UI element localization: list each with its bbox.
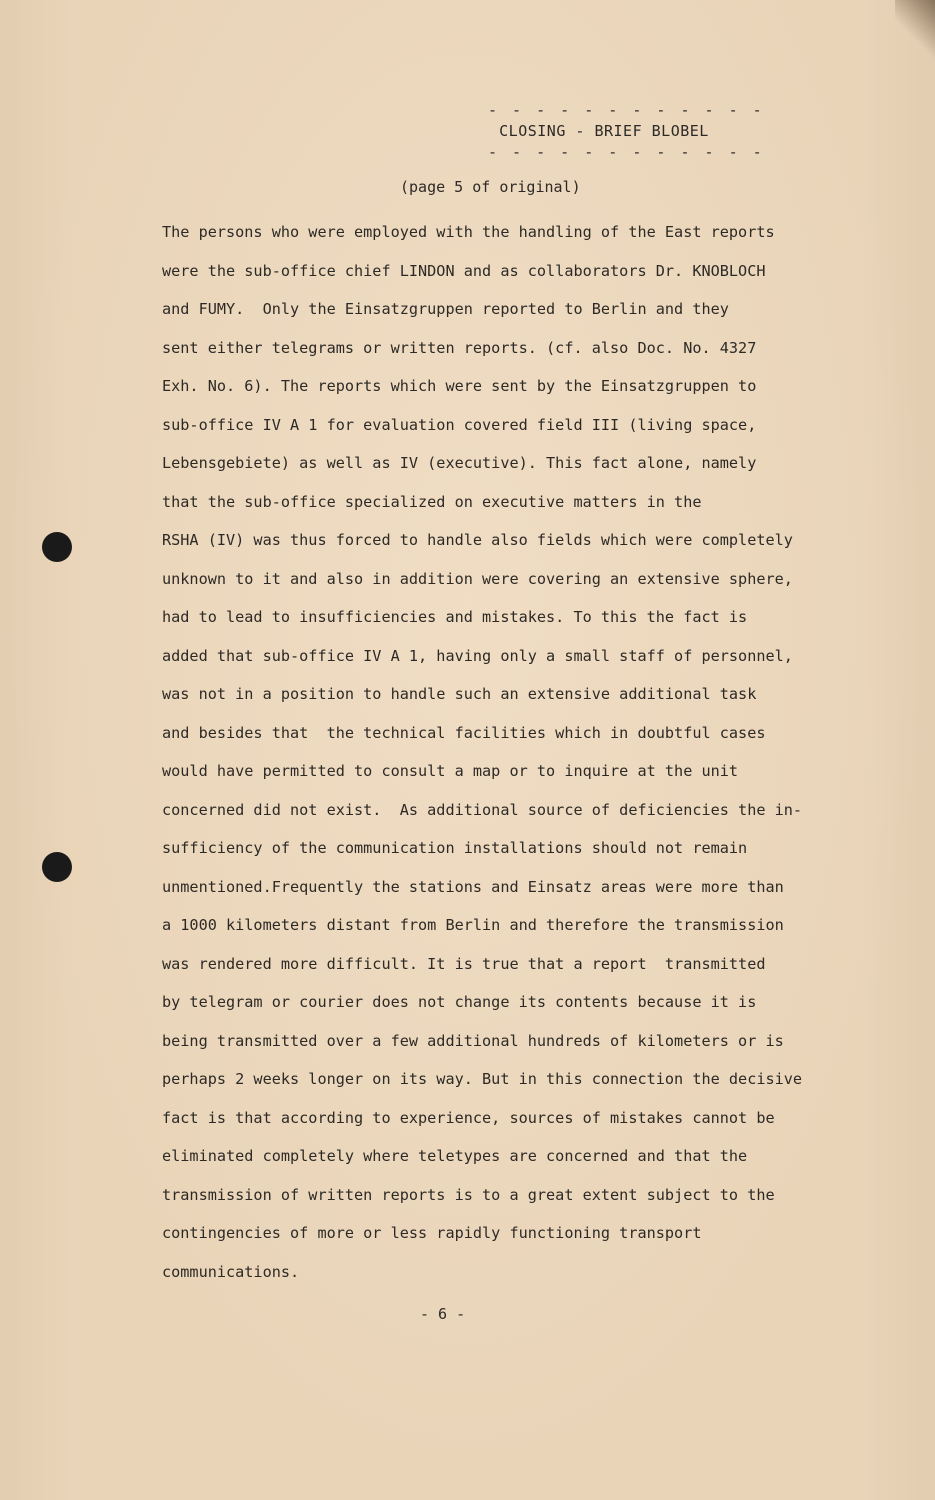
header-dashes-bottom: - - - - - - - - - - - - <box>488 143 765 161</box>
document-header <box>488 100 765 162</box>
body-line: sub-office IV A 1 for evaluation covered field III (living space, <box>162 415 757 434</box>
page-corner-shadow <box>895 0 935 60</box>
body-line: being transmitted over a few additional hundreds of kilometers or is <box>162 1031 784 1050</box>
body-line: perhaps 2 weeks longer on its way. But in this connection the decisive <box>162 1070 803 1088</box>
punch-hole-icon <box>42 852 72 882</box>
body-line: RSHA (IV) was thus forced to handle also fields which were completely <box>162 531 793 549</box>
body-text <box>162 213 842 1291</box>
body-line: and besides that the technical facilities which in doubtful cases <box>162 723 766 742</box>
page-reference: (page 5 of original) <box>400 178 581 196</box>
body-line: was not in a position to handle such an extensive additional task <box>162 685 757 703</box>
body-line: contingencies of more or less rapidly functioning transport <box>162 1224 702 1242</box>
body-line: that the sub-office specialized on executive matters in the <box>162 492 702 511</box>
body-line: sent either telegrams or written reports. (cf. also Doc. No. 4327 <box>162 338 757 357</box>
body-line: communications. <box>162 1262 300 1281</box>
page-number: - 6 - <box>420 1305 466 1323</box>
body-line: Exh. No. 6). The reports which were sent by the Einsatzgruppen to <box>162 377 757 395</box>
body-line: added that sub-office IV A 1, having only a small staff of personnel, <box>162 646 793 665</box>
header-dashes-top: - - - - - - - - - - - - <box>488 101 765 119</box>
body-line: fact is that according to experience, sources of mistakes cannot be <box>162 1108 775 1127</box>
body-line: transmission of written reports is to a great extent subject to the <box>162 1185 775 1204</box>
body-line: by telegram or courier does not change its contents because it is <box>162 993 757 1011</box>
body-line: The persons who were employed with the handling of the East reports <box>162 223 775 241</box>
body-line: sufficiency of the communication installations should not remain <box>162 839 748 857</box>
body-line: was rendered more difficult. It is true that a report transmitted <box>162 954 766 973</box>
body-line: concerned did not exist. As additional source of deficiencies the in- <box>162 800 803 819</box>
document-title: CLOSING - BRIEF BLOBEL <box>499 122 709 140</box>
body-line: would have permitted to consult a map or to inquire at the unit <box>162 762 739 780</box>
body-line: had to lead to insufficiencies and mistakes. To this the fact is <box>162 608 748 626</box>
body-line: unknown to it and also in addition were covering an extensive sphere, <box>162 569 793 588</box>
body-line: were the sub-office chief LINDON and as collaborators Dr. KNOBLOCH <box>162 261 766 280</box>
body-line: Lebensgebiete) as well as IV (executive). This fact alone, namely <box>162 454 757 472</box>
punch-hole-icon <box>42 532 72 562</box>
body-line: a 1000 kilometers distant from Berlin and therefore the transmission <box>162 916 784 934</box>
body-line: eliminated completely where teletypes are concerned and that the <box>162 1147 748 1165</box>
body-line: unmentioned.Frequently the stations and Einsatz areas were more than <box>162 877 784 896</box>
body-line: and FUMY. Only the Einsatzgruppen reported to Berlin and they <box>162 300 729 318</box>
